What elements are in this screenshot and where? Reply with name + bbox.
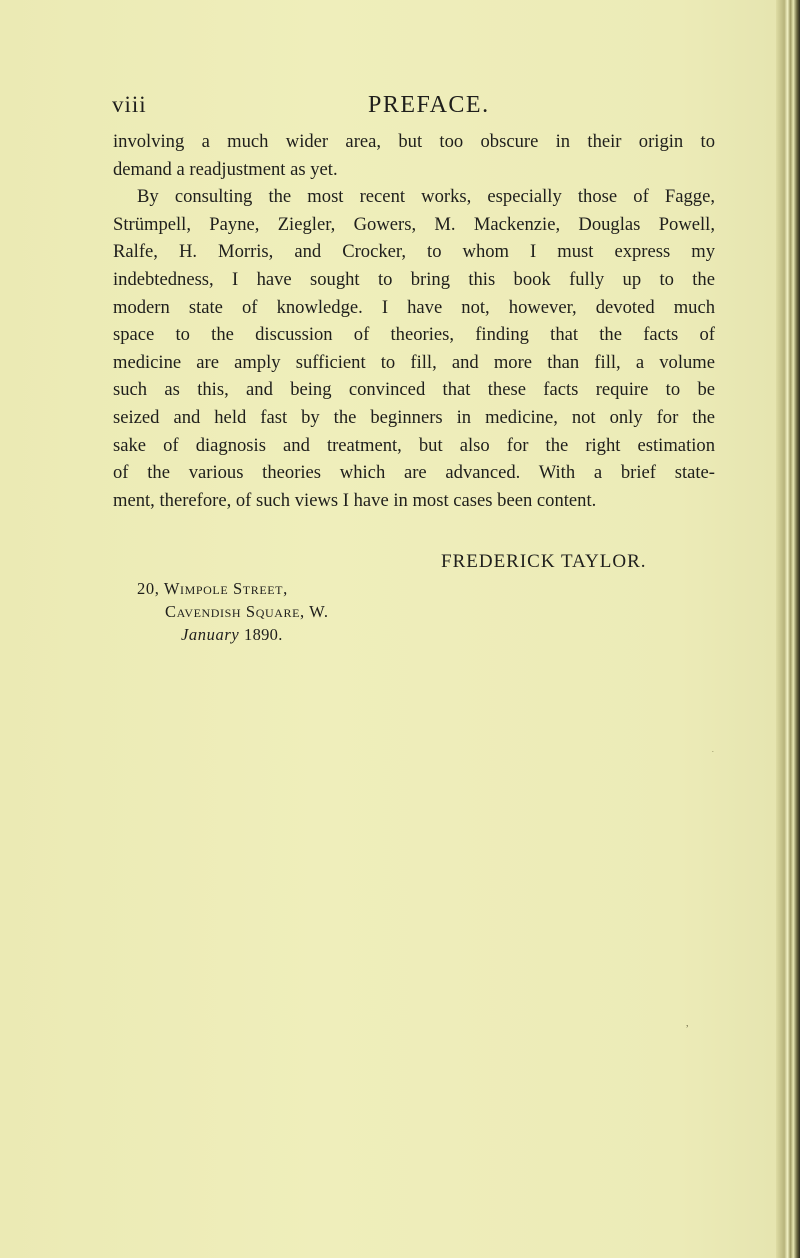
- page-number: viii: [112, 92, 147, 117]
- author-address: [137, 577, 329, 646]
- text-line: of the various theories which are advanced. With a brief state-: [113, 462, 715, 484]
- address-square: Cavendish Square, W.: [165, 602, 329, 621]
- address-street: 20, Wimpole Street,: [137, 579, 288, 598]
- text-line: ment, therefore, of such views I have in most cases been content.: [113, 489, 597, 511]
- address-date: [137, 623, 329, 646]
- ink-speck: ,: [686, 1018, 689, 1029]
- date-year: 1890.: [244, 625, 283, 644]
- text-line: sake of diagnosis and treatment, but also for the right estimation: [113, 434, 715, 456]
- text-line: modern state of knowledge. I have not, however, devoted much: [113, 296, 715, 318]
- text-line: indebtedness, I have sought to bring this book fully up to the: [113, 268, 715, 290]
- date-month: January: [181, 625, 240, 644]
- author-signature: FREDERICK TAYLOR.: [441, 551, 647, 572]
- text-line: Strümpell, Payne, Ziegler, Gowers, M. Mackenzie, Douglas Powell,: [113, 213, 715, 235]
- page-header: [112, 92, 712, 122]
- text-line: such as this, and being convinced that these facts require to be: [113, 379, 715, 401]
- page-edge-shadow: [776, 0, 800, 1258]
- text-line: space to the discussion of theories, finding that the facts of: [113, 324, 715, 346]
- text-line: demand a readjustment as yet.: [113, 158, 338, 180]
- text-line: Ralfe, H. Morris, and Crocker, to whom I must express my: [113, 241, 715, 263]
- text-line: medicine are amply sufficient to fill, and more than fill, a volume: [113, 351, 715, 373]
- running-head: PREFACE.: [368, 92, 490, 118]
- text-line: seized and held fast by the beginners in medicine, not only for the: [113, 406, 715, 428]
- text-line: By consulting the most recent works, especially those of Fagge,: [137, 186, 715, 208]
- preface-paragraph: [113, 128, 715, 514]
- text-line: involving a much wider area, but too obscure in their origin to: [113, 131, 715, 152]
- ink-speck: .: [712, 746, 714, 754]
